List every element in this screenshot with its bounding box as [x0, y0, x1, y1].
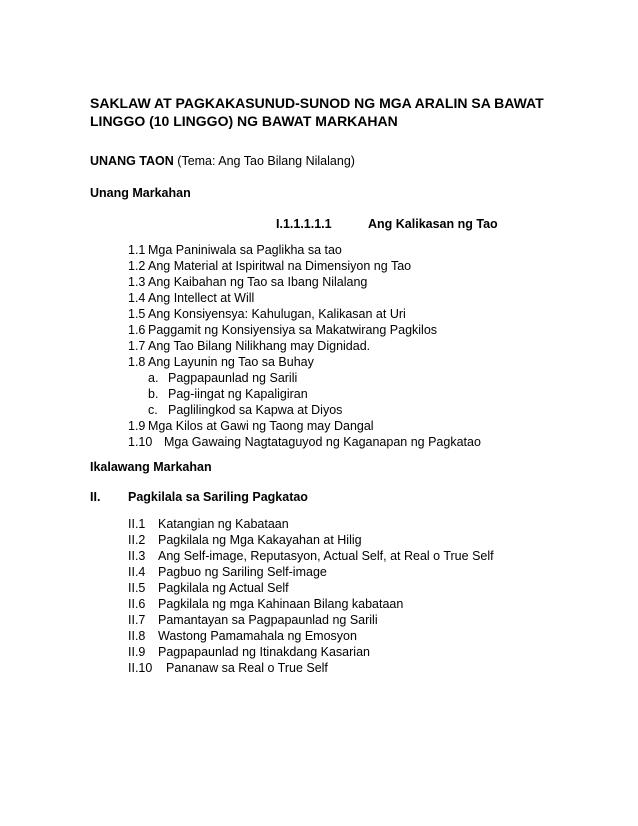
list-item: 1.2 Ang Material at Ispiritwal na Dimensiyon ng Tao	[128, 259, 412, 273]
quarter2-unit-number: II.	[90, 490, 101, 504]
year-theme: (Tema: Ang Tao Bilang Nilalang)	[177, 154, 355, 168]
quarter2-topic-list	[128, 516, 494, 676]
document-title	[90, 94, 610, 130]
list-item: II.2 Pagkilala ng Mga Kakayahan at Hilig	[128, 533, 362, 547]
sub-list-item: b. Pag-iingat ng Kapaligiran	[148, 387, 308, 401]
sub-list-item: c. Paglilingkod sa Kapwa at Diyos	[148, 403, 343, 417]
list-item: II.10 Pananaw sa Real o True Self	[128, 661, 328, 675]
list-item: II.3 Ang Self-image, Reputasyon, Actual Self, at Real o True Self	[128, 549, 494, 563]
quarter1-heading: Unang Markahan	[90, 186, 191, 200]
quarter2-heading: Ikalawang Markahan	[90, 460, 212, 474]
title-line-1: SAKLAW AT PAGKAKASUNUD-SUNOD NG MGA ARALIN SA BAWAT	[90, 95, 544, 111]
year-label: UNANG TAON	[90, 154, 174, 168]
list-item: II.4 Pagbuo ng Sariling Self-image	[128, 565, 327, 579]
sub-list-item: a. Pagpapaunlad ng Sarili	[148, 371, 298, 385]
list-item: 1.9 Mga Kilos at Gawi ng Taong may Dangal	[128, 419, 374, 433]
list-item: 1.3 Ang Kaibahan ng Tao sa Ibang Nilalang	[128, 275, 368, 289]
list-item: 1.4 Ang Intellect at Will	[128, 291, 255, 305]
quarter1-unit-title: Ang Kalikasan ng Tao	[368, 217, 498, 231]
list-item: 1.10 Mga Gawaing Nagtataguyod ng Kaganapan ng Pagkatao	[128, 435, 481, 449]
list-item: II.8 Wastong Pamamahala ng Emosyon	[128, 629, 357, 643]
list-item: II.6 Pagkilala ng mga Kahinaan Bilang kabataan	[128, 597, 404, 611]
list-item: 1.8 Ang Layunin ng Tao sa Buhay	[128, 355, 314, 369]
list-item: II.1 Katangian ng Kabataan	[128, 517, 289, 531]
quarter2-unit-title: Pagkilala sa Sariling Pagkatao	[128, 490, 308, 504]
list-item: 1.5 Ang Konsiyensya: Kahulugan, Kalikasan at Uri	[128, 307, 406, 321]
list-item: II.7 Pamantayan sa Pagpapaunlad ng Sarili	[128, 613, 378, 627]
list-item: II.5 Pagkilala ng Actual Self	[128, 581, 289, 595]
list-item: 1.6 Paggamit ng Konsiyensiya sa Makatwirang Pagkilos	[128, 323, 438, 337]
list-item: II.9 Pagpapaunlad ng Itinakdang Kasarian	[128, 645, 370, 659]
quarter1-unit-number: I.1.1.1.1.1	[276, 217, 332, 231]
title-line-2: LINGGO (10 LINGGO) NG BAWAT MARKAHAN	[90, 113, 398, 129]
quarter1-topic-list	[128, 242, 481, 450]
list-item: 1.1 Mga Paniniwala sa Paglikha sa tao	[128, 243, 342, 257]
list-item: 1.7 Ang Tao Bilang Nilikhang may Dignidad.	[128, 339, 371, 353]
year-heading	[90, 153, 355, 169]
